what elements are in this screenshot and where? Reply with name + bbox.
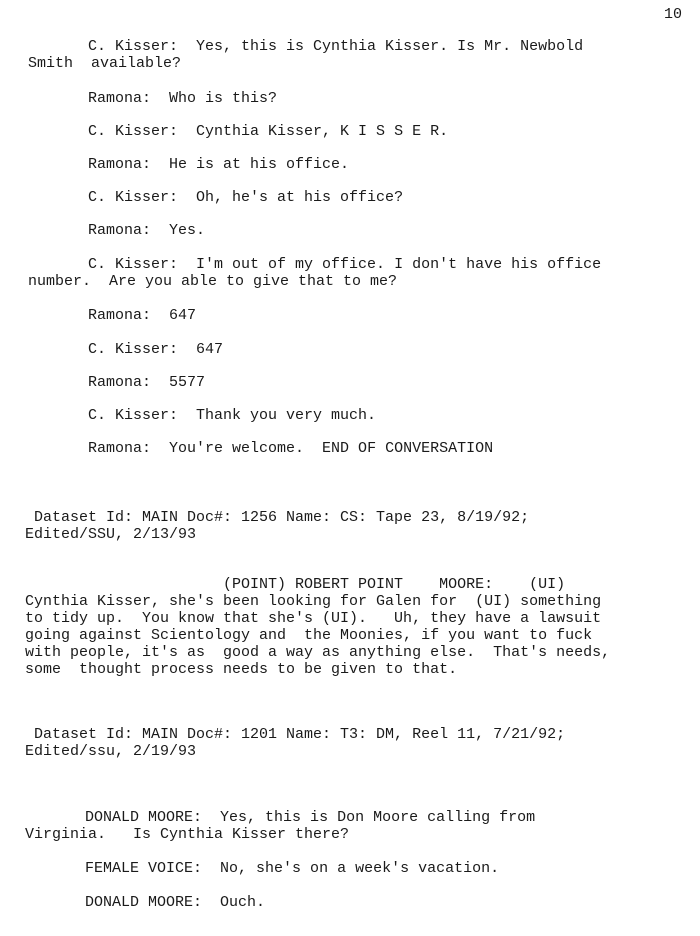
speaker: C. Kisser: — [88, 407, 179, 424]
speaker: C. Kisser: — [88, 256, 179, 273]
utterance: He is at his office. — [169, 156, 350, 173]
dialogue-line — [88, 156, 349, 173]
utterance: You're welcome. END OF CONVERSATION — [169, 440, 494, 457]
dialogue-line — [85, 860, 499, 877]
speaker: Ramona: — [88, 222, 152, 239]
speaker: Ramona: — [88, 307, 152, 324]
dialogue-line — [88, 38, 583, 55]
utterance: No, she's on a week's vacation. — [220, 860, 500, 877]
dataset-id-line: Dataset Id: MAIN Doc#: 1201 Name: T3: DM, Reel 11, 7/21/92; — [25, 726, 566, 743]
speaker: C. Kisser: — [88, 38, 179, 55]
paragraph-line: to tidy up. You know that she's (UI). Uh, they have a lawsuit — [25, 610, 602, 627]
speaker: DONALD MOORE: — [85, 894, 203, 911]
utterance: Ouch. — [220, 894, 266, 911]
utterance: Oh, he's at his office? — [196, 189, 404, 206]
speaker: Ramona: — [88, 374, 152, 391]
dialogue-line — [85, 809, 535, 826]
dialogue-line — [88, 341, 223, 358]
utterance: 647 — [169, 307, 197, 324]
utterance: 647 — [196, 341, 224, 358]
paragraph-line: Cynthia Kisser, she's been looking for Galen for (UI) something — [25, 593, 602, 610]
edited-line: Edited/ssu, 2/19/93 — [25, 743, 197, 760]
dataset-header — [25, 509, 685, 543]
dataset-id-line: Dataset Id: MAIN Doc#: 1256 Name: CS: Tape 23, 8/19/92; — [25, 509, 530, 526]
utterance: Yes, this is Don Moore calling from — [220, 809, 536, 826]
dialogue-continuation: Smith available? — [28, 55, 182, 72]
edited-line: Edited/SSU, 2/13/93 — [25, 526, 197, 543]
paragraph-line: (POINT) ROBERT POINT MOORE: (UI) — [25, 576, 566, 593]
speaker: C. Kisser: — [88, 189, 179, 206]
speaker: C. Kisser: — [88, 123, 179, 140]
dialogue-line — [88, 90, 277, 107]
dialogue-continuation: Virginia. Is Cynthia Kisser there? — [25, 826, 350, 843]
utterance: Yes. — [169, 222, 206, 239]
paragraph-line: going against Scientology and the Moonies, if you want to fuck — [25, 627, 593, 644]
paragraph-line: some thought process needs to be given to that. — [25, 661, 458, 678]
speaker: Ramona: — [88, 440, 152, 457]
utterance: I'm out of my office. I don't have his office — [196, 256, 602, 273]
speaker: Ramona: — [88, 90, 152, 107]
utterance: 5577 — [169, 374, 206, 391]
speaker: DONALD MOORE: — [85, 809, 203, 826]
utterance: Who is this? — [169, 90, 278, 107]
utterance: Cynthia Kisser, K I S S E R. — [196, 123, 449, 140]
dialogue-line — [85, 894, 265, 911]
speaker: Ramona: — [88, 156, 152, 173]
dialogue-line — [88, 222, 205, 239]
transcript-paragraph — [25, 576, 685, 678]
dialogue-line — [88, 307, 196, 324]
utterance: Yes, this is Cynthia Kisser. Is Mr. Newbold — [196, 38, 584, 55]
page-number: 10 — [664, 6, 683, 23]
paragraph-line: with people, it's as good a way as anything else. That's needs, — [25, 644, 611, 661]
dialogue-line — [88, 256, 601, 273]
dialogue-continuation: number. Are you able to give that to me? — [28, 273, 398, 290]
speaker: FEMALE VOICE: — [85, 860, 203, 877]
dialogue-line — [88, 407, 376, 424]
dialogue-line — [88, 374, 205, 391]
dialogue-line — [88, 189, 403, 206]
dialogue-line — [88, 440, 493, 457]
utterance: Thank you very much. — [196, 407, 377, 424]
dataset-header — [25, 726, 685, 760]
dialogue-line — [88, 123, 448, 140]
speaker: C. Kisser: — [88, 341, 179, 358]
